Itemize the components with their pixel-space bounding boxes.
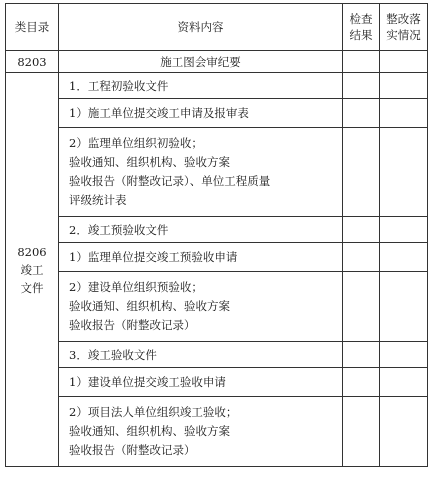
content-cell: 施工图会审纪要 bbox=[59, 51, 343, 73]
check-cell bbox=[343, 272, 380, 342]
header-check-result bbox=[343, 4, 380, 51]
content-cell: 3．竣工验收文件 bbox=[59, 342, 343, 368]
fix-cell bbox=[380, 73, 428, 99]
check-cell bbox=[343, 51, 380, 73]
content-cell: 1）建设单位提交竣工验收申请 bbox=[59, 368, 343, 397]
fix-cell bbox=[380, 342, 428, 368]
check-cell bbox=[343, 217, 380, 243]
check-cell bbox=[343, 99, 380, 128]
content-cell: 2）项目法人单位组织竣工验收； 验收通知、组织机构、验收方案 验收报告（附整改记录） bbox=[59, 397, 343, 467]
category-name-line1: 竣工 bbox=[20, 262, 44, 277]
check-cell bbox=[343, 73, 380, 99]
fix-cell bbox=[380, 272, 428, 342]
category-8206 bbox=[6, 73, 59, 467]
fix-cell bbox=[380, 243, 428, 272]
header-fix-line1: 整改落 bbox=[386, 12, 421, 26]
table-row bbox=[6, 128, 428, 217]
table-row bbox=[6, 51, 428, 73]
check-cell bbox=[343, 368, 380, 397]
category-code-8206: 8206 bbox=[17, 244, 47, 259]
table-row bbox=[6, 217, 428, 243]
category-name-line2: 文件 bbox=[20, 280, 44, 295]
table-row bbox=[6, 397, 428, 467]
header-category: 类目录 bbox=[6, 4, 59, 51]
content-cell: 2）监理单位组织初验收； 验收通知、组织机构、验收方案 验收报告（附整改记录）、单位工程质量 评级统计表 bbox=[59, 128, 343, 217]
archive-table bbox=[5, 3, 428, 467]
category-code-8203: 8203 bbox=[6, 51, 59, 73]
header-rectification bbox=[380, 4, 428, 51]
check-cell bbox=[343, 128, 380, 217]
fix-cell bbox=[380, 99, 428, 128]
header-check-line2: 结果 bbox=[349, 28, 373, 42]
check-cell bbox=[343, 243, 380, 272]
check-cell bbox=[343, 342, 380, 368]
content-cell: 2）建设单位组织预验收； 验收通知、组织机构、验收方案 验收报告（附整改记录） bbox=[59, 272, 343, 342]
content-cell: 2．竣工预验收文件 bbox=[59, 217, 343, 243]
content-cell: 1）监理单位提交竣工预验收申请 bbox=[59, 243, 343, 272]
check-cell bbox=[343, 397, 380, 467]
header-row bbox=[6, 4, 428, 51]
table-row bbox=[6, 342, 428, 368]
fix-cell bbox=[380, 368, 428, 397]
content-cell: 1．工程初验收文件 bbox=[59, 73, 343, 99]
fix-cell bbox=[380, 397, 428, 467]
table-row bbox=[6, 73, 428, 99]
table-row bbox=[6, 243, 428, 272]
header-check-line1: 检查 bbox=[349, 12, 373, 26]
content-cell: 1）施工单位提交竣工申请及报审表 bbox=[59, 99, 343, 128]
table-row bbox=[6, 272, 428, 342]
table-row bbox=[6, 99, 428, 128]
fix-cell bbox=[380, 217, 428, 243]
header-fix-line2: 实情况 bbox=[386, 28, 421, 42]
header-content: 资料内容 bbox=[59, 4, 343, 51]
fix-cell bbox=[380, 51, 428, 73]
table-row bbox=[6, 368, 428, 397]
fix-cell bbox=[380, 128, 428, 217]
